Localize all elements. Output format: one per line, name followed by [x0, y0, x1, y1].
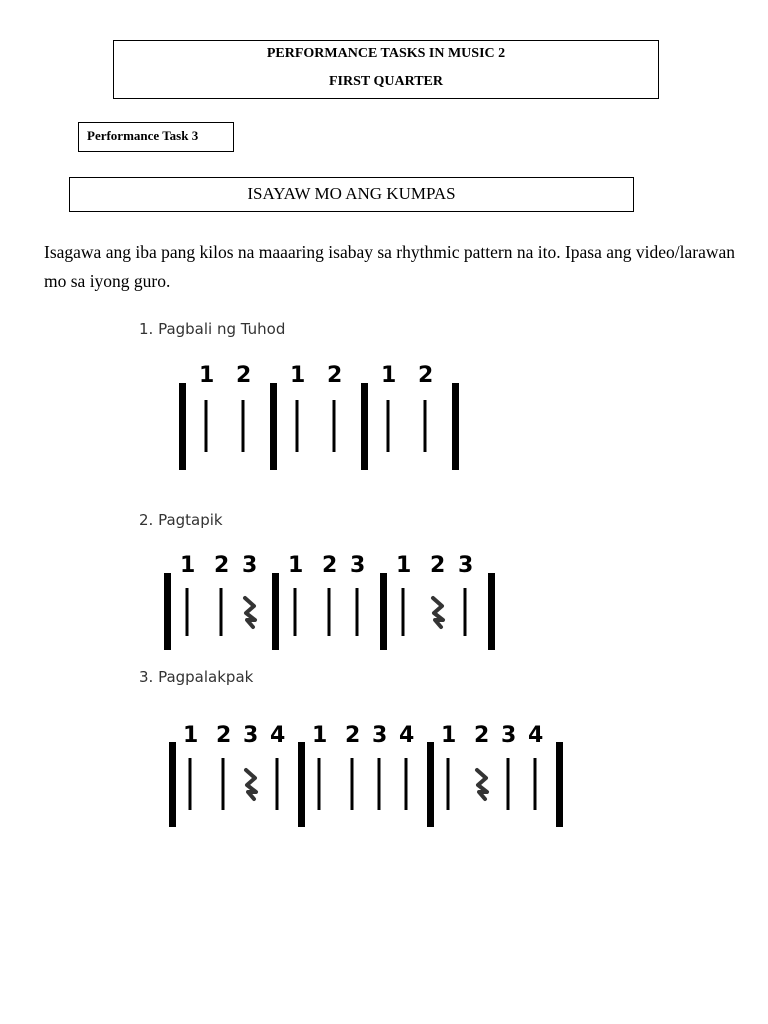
- quarter-note-stem: [356, 588, 359, 636]
- count-number: 2: [345, 723, 361, 748]
- pattern-3-staff: [169, 723, 563, 827]
- quarter-note-stem: [405, 758, 408, 810]
- bar-line: [272, 573, 279, 650]
- quarter-note-stem: [220, 588, 223, 636]
- quarter-rest: [245, 598, 255, 627]
- pattern-2-label: 2. Pagtapik: [139, 511, 223, 529]
- count-number: 1: [183, 723, 199, 748]
- count-number: 2: [216, 723, 232, 748]
- count-number: 1: [290, 363, 306, 388]
- quarter-note-stem: [402, 588, 405, 636]
- bar-line: [452, 383, 459, 470]
- bar-line: [270, 383, 277, 470]
- count-number: 3: [458, 553, 474, 578]
- quarter-note-stem: [464, 588, 467, 636]
- count-number: 1: [288, 553, 304, 578]
- header-title-line1: PERFORMANCE TASKS IN MUSIC 2: [266, 46, 506, 61]
- activity-title: ISAYAW MO ANG KUMPAS: [247, 184, 456, 203]
- quarter-note-stem: [447, 758, 450, 810]
- count-number: 2: [236, 363, 252, 388]
- count-number: 4: [528, 723, 544, 748]
- count-number: 2: [474, 723, 490, 748]
- quarter-note-stem: [222, 758, 225, 810]
- count-number: 2: [214, 553, 230, 578]
- count-number: 1: [441, 723, 457, 748]
- quarter-note-stem: [424, 400, 427, 452]
- count-number: 2: [327, 363, 343, 388]
- count-number: 1: [381, 363, 397, 388]
- quarter-note-stem: [205, 400, 208, 452]
- quarter-note-stem: [296, 400, 299, 452]
- count-number: 2: [430, 553, 446, 578]
- bar-line: [380, 573, 387, 650]
- count-number: 3: [350, 553, 366, 578]
- quarter-note-stem: [318, 758, 321, 810]
- instructions-text: Isagawa ang iba pang kilos na maaaring isabay sa rhythmic pattern na ito. Ipasa ang video/larawan mo sa iyong guro.: [44, 242, 736, 291]
- quarter-rest: [433, 598, 443, 627]
- pattern-1-label: 1. Pagbali ng Tuhod: [139, 320, 286, 338]
- bar-line: [164, 573, 171, 650]
- bar-line: [298, 742, 305, 827]
- count-number: 1: [396, 553, 412, 578]
- count-number: 3: [242, 553, 258, 578]
- quarter-note-stem: [534, 758, 537, 810]
- bar-line: [427, 742, 434, 827]
- count-number: 2: [322, 553, 338, 578]
- task-label: Performance Task 3: [87, 128, 199, 143]
- bar-line: [488, 573, 495, 650]
- count-number: 1: [180, 553, 196, 578]
- quarter-note-stem: [333, 400, 336, 452]
- count-number: 1: [199, 363, 215, 388]
- bar-line: [556, 742, 563, 827]
- count-number: 3: [243, 723, 259, 748]
- quarter-note-stem: [276, 758, 279, 810]
- bar-line: [169, 742, 176, 827]
- quarter-note-stem: [507, 758, 510, 810]
- pattern-2-staff: [164, 553, 495, 650]
- quarter-rest: [246, 770, 256, 799]
- quarter-note-stem: [378, 758, 381, 810]
- count-number: 4: [399, 723, 415, 748]
- header-title-line2: FIRST QUARTER: [329, 74, 443, 89]
- bar-line: [179, 383, 186, 470]
- quarter-note-stem: [189, 758, 192, 810]
- quarter-note-stem: [242, 400, 245, 452]
- quarter-note-stem: [387, 400, 390, 452]
- pattern-1-staff: [179, 363, 459, 470]
- count-number: 4: [270, 723, 286, 748]
- count-number: 3: [372, 723, 388, 748]
- quarter-note-stem: [351, 758, 354, 810]
- pattern-3-label: 3. Pagpalakpak: [139, 668, 254, 686]
- count-number: 3: [501, 723, 517, 748]
- quarter-rest: [477, 770, 487, 799]
- bar-line: [361, 383, 368, 470]
- count-number: 2: [418, 363, 434, 388]
- quarter-note-stem: [328, 588, 331, 636]
- quarter-note-stem: [186, 588, 189, 636]
- count-number: 1: [312, 723, 328, 748]
- quarter-note-stem: [294, 588, 297, 636]
